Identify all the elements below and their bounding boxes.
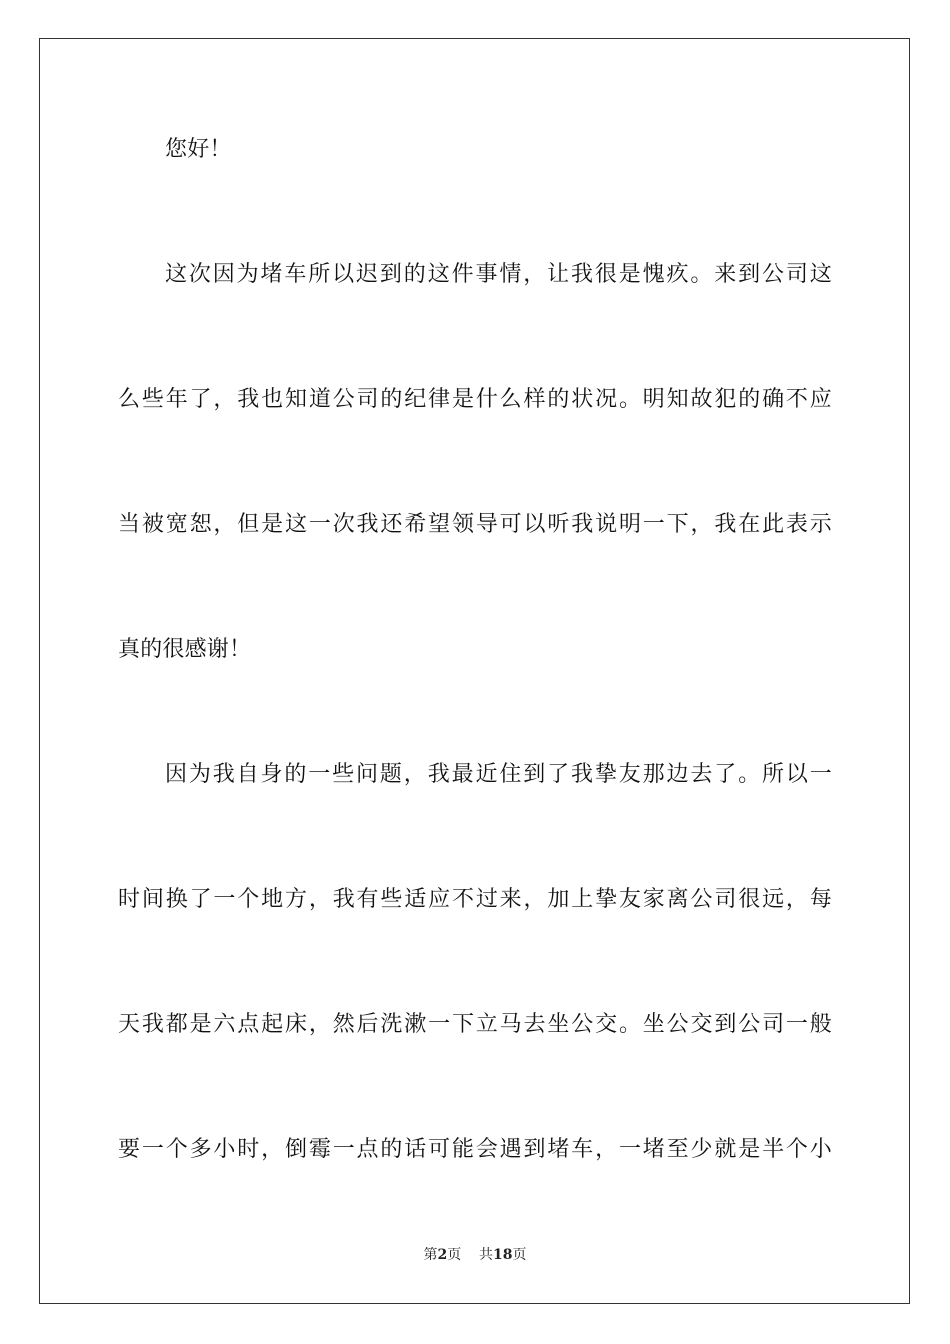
body-line-7: 天我都是六点起床，然后洗漱一下立马去坐公交。坐公交到公司一般 <box>118 1012 832 1037</box>
body-line-5: 因为我自身的一些问题，我最近住到了我挚友那边去了。所以一 <box>165 762 832 787</box>
body-line-6: 时间换了一个地方，我有些适应不过来，加上挚友家离公司很远，每 <box>118 887 832 912</box>
body-line-1: 这次因为堵车所以迟到的这件事情，让我很是愧疚。来到公司这 <box>165 262 832 287</box>
footer-page-number: 2 <box>437 1247 448 1263</box>
body-line-4: 真的很感谢！ <box>118 637 252 662</box>
page-footer <box>0 1246 950 1264</box>
body-line-2: 么些年了，我也知道公司的纪律是什么样的状况。明知故犯的确不应 <box>118 387 832 412</box>
salutation-line: 您好！ <box>165 137 232 162</box>
page-border <box>39 38 910 1304</box>
footer-total-pages: 18 <box>493 1247 513 1263</box>
body-line-3: 当被宽恕，但是这一次我还希望领导可以听我说明一下，我在此表示 <box>118 512 832 537</box>
footer-page-unit: 页 <box>447 1247 462 1263</box>
footer-total-unit: 页 <box>512 1247 527 1263</box>
body-line-8: 要一个多小时，倒霉一点的话可能会遇到堵车，一堵至少就是半个小 <box>118 1137 832 1162</box>
footer-page-label: 第 <box>423 1247 438 1263</box>
footer-total-label: 共 <box>479 1247 494 1263</box>
